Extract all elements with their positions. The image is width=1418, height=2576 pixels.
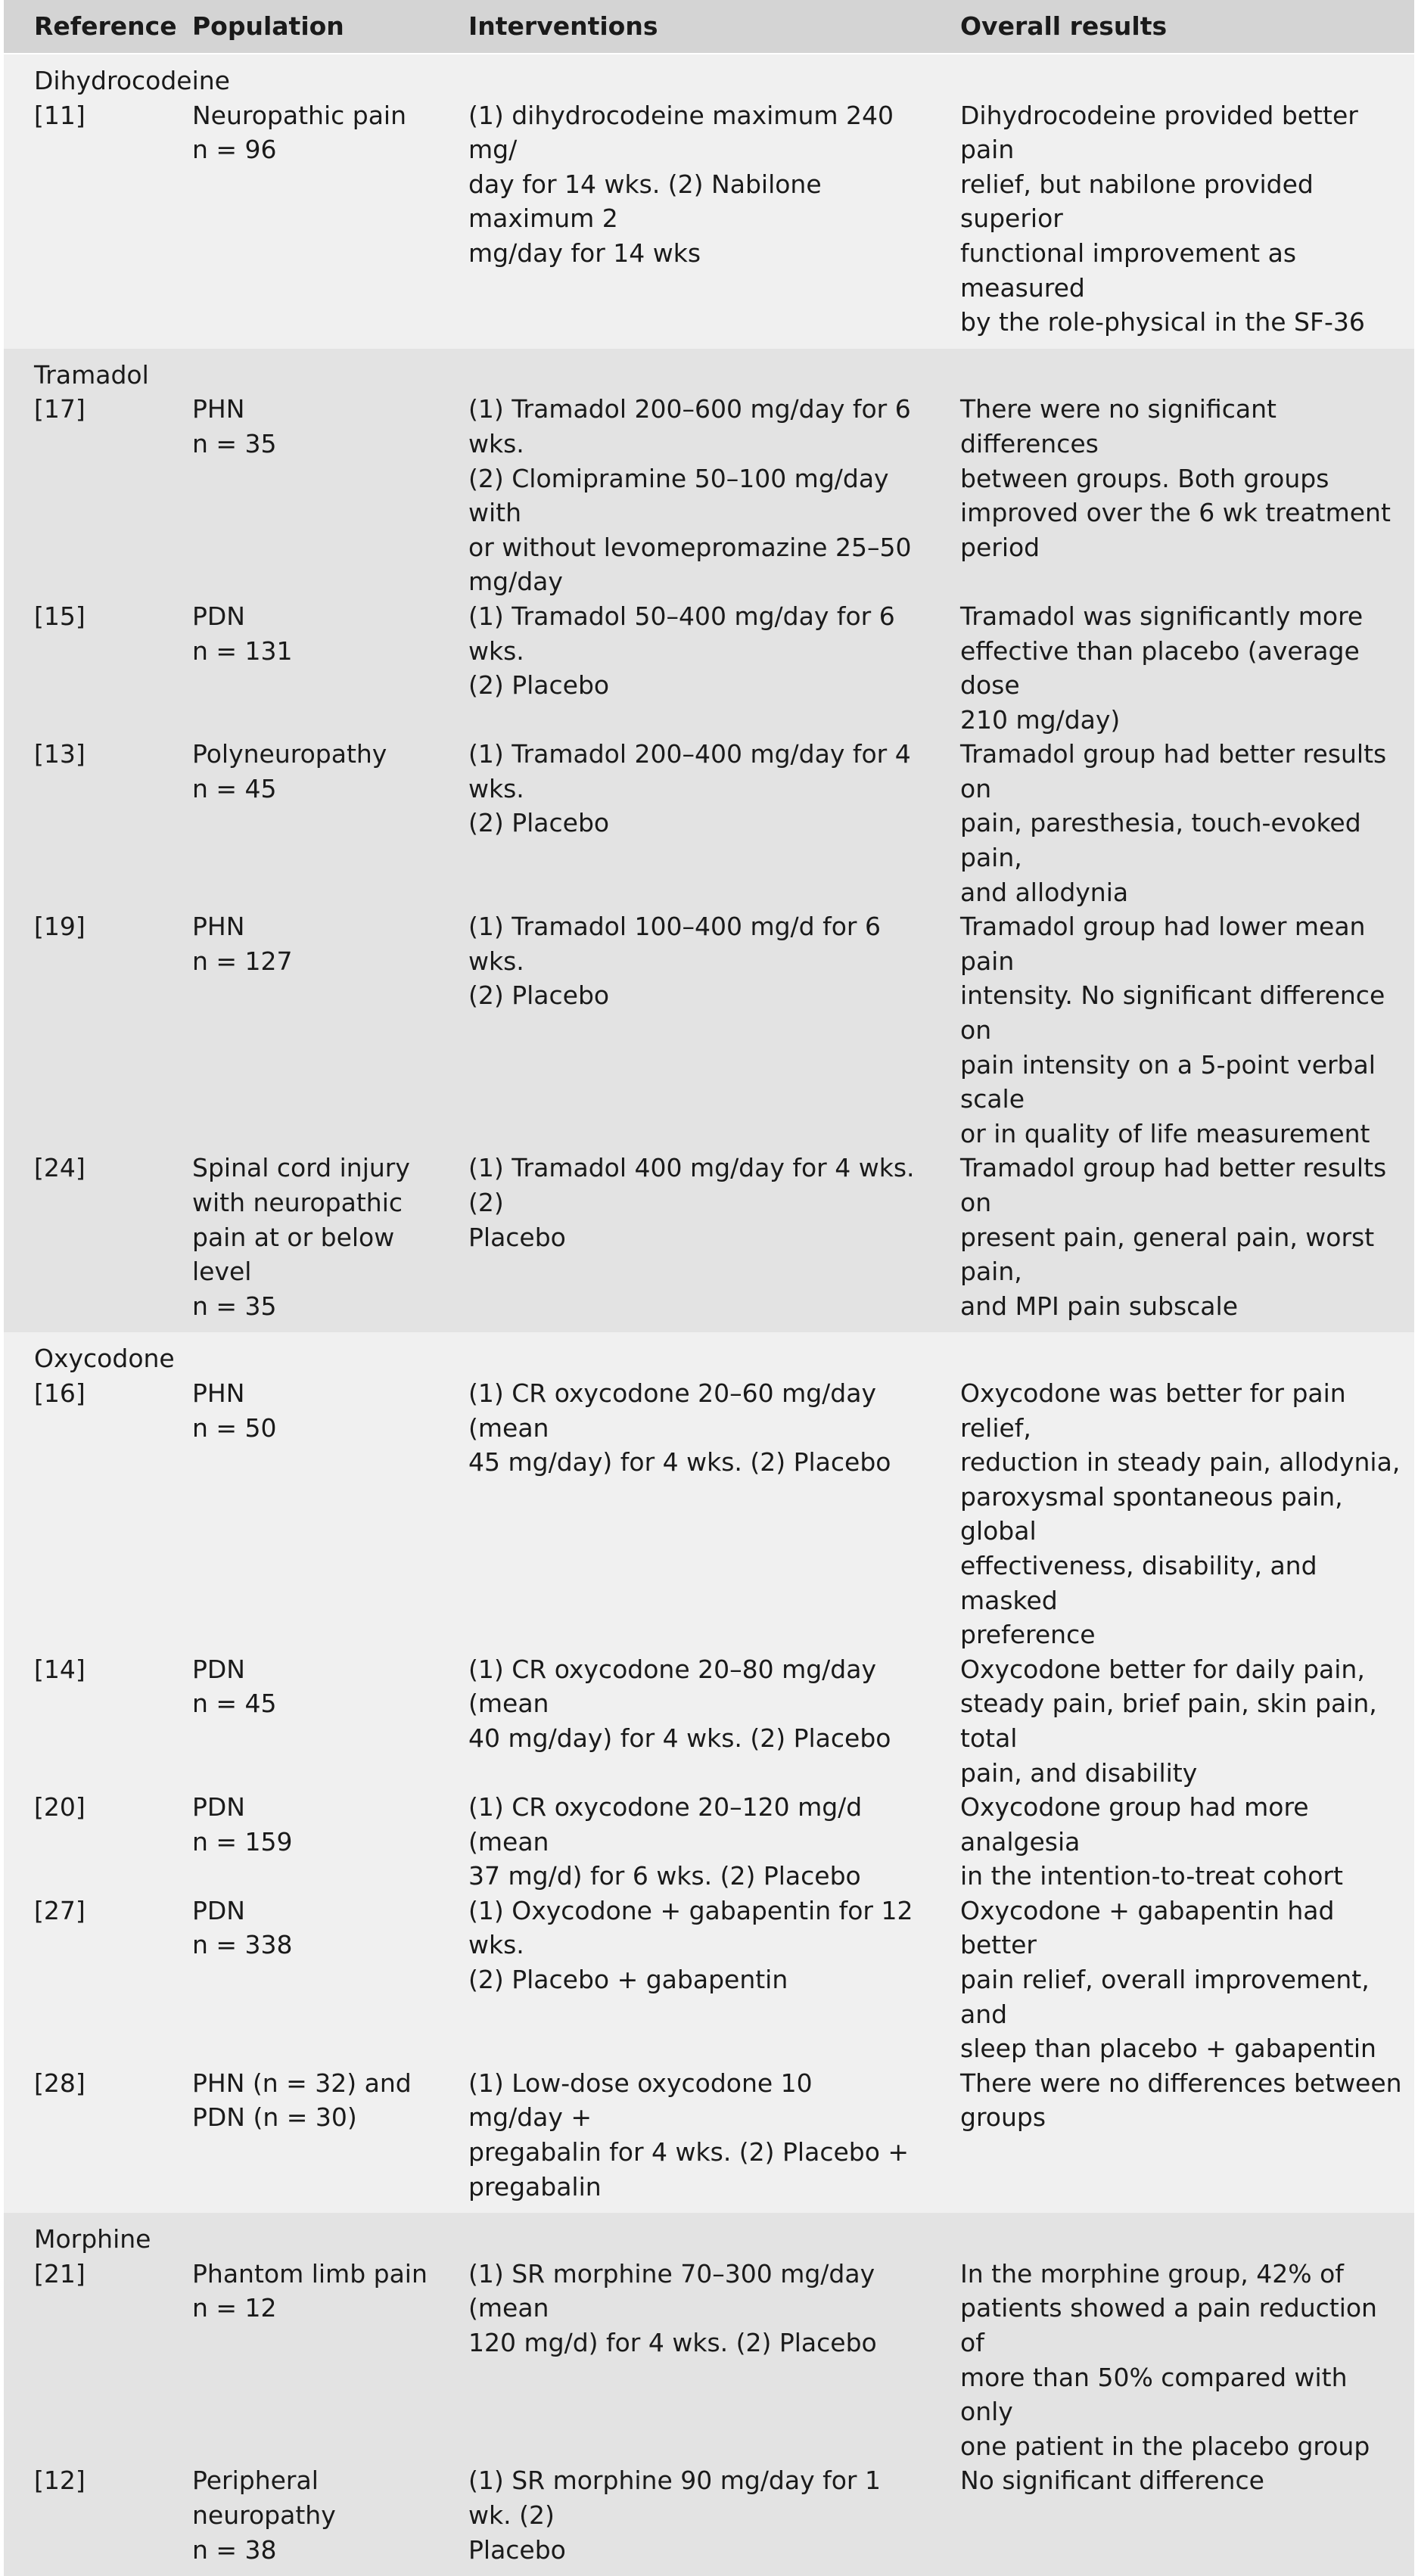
- reference-cell: [27]: [34, 1895, 86, 1925]
- interventions-cell: (1) Tramadol 50–400 mg/day for 6 wks. (2) Placebo: [468, 601, 895, 701]
- results-cell: Tramadol group had better results on present pain, general pain, worst pain, and MPI pain subscale: [960, 1153, 1387, 1321]
- results-cell: Oxycodone group had more analgesia in the intention-to-treat cohort: [960, 1792, 1343, 1891]
- interventions-cell: (1) Tramadol 200–400 mg/day for 4 wks. (2) Placebo: [468, 739, 911, 838]
- table-row: [4, 98, 1414, 349]
- table-row: [4, 2257, 1414, 2464]
- results-cell: There were no differences between groups: [960, 2068, 1402, 2133]
- results-cell: Tramadol was significantly more effective than placebo (average dose 210 mg/day): [960, 601, 1364, 735]
- results-cell: Tramadol group had better results on pain, paresthesia, touch-evoked pain, and allodynia: [960, 739, 1387, 907]
- table-row: [4, 1151, 1414, 1332]
- population-cell: PDN n = 159: [192, 1792, 293, 1857]
- section-morphine: [4, 2213, 1414, 2576]
- section-title: Oxycodone: [34, 1344, 175, 1374]
- table-row: [4, 909, 1414, 1151]
- header-reference: Reference: [4, 0, 162, 54]
- population-cell: PHN n = 127: [192, 912, 293, 976]
- interventions-cell: (1) Tramadol 400 mg/day for 4 wks. (2) Placebo: [468, 1153, 915, 1252]
- table-row: [4, 737, 1414, 909]
- section-title: Dihydrocodeine: [34, 66, 230, 95]
- section-dihydrocodeine: [4, 54, 1414, 349]
- interventions-cell: (1) CR oxycodone 20–120 mg/d (mean 37 mg/d) for 6 wks. (2) Placebo: [468, 1792, 863, 1891]
- table-row: [4, 1652, 1414, 1790]
- interventions-cell: (1) SR morphine 90 mg/day for 1 wk. (2) Placebo: [468, 2466, 881, 2565]
- results-cell: In the morphine group, 42% of patients showed a pain reduction of more than 50% compared with only one patient in the placebo group: [960, 2258, 1377, 2461]
- results-cell: No significant difference: [960, 2466, 1264, 2496]
- header-population: Population: [162, 0, 438, 54]
- reference-cell: [17]: [34, 394, 86, 424]
- population-cell: PHN n = 50: [192, 1378, 277, 1443]
- section-title-row: [4, 349, 1414, 393]
- header-interventions: Interventions: [438, 0, 930, 54]
- results-cell: Oxycodone was better for pain relief, reduction in steady pain, allodynia, paroxysmal spontaneous pain, global effectiveness, disability, and masked preference: [960, 1378, 1401, 1650]
- results-cell: Oxycodone + gabapentin had better pain relief, overall improvement, and sleep than placebo + gabapentin: [960, 1895, 1376, 2064]
- results-cell: Tramadol group had lower mean pain intensity. No significant difference on pain intensity on a 5-point verbal scale or in quality of life measurement: [960, 912, 1385, 1148]
- population-cell: Spinal cord injury with neuropathic pain at or below level n = 35: [192, 1153, 410, 1321]
- population-cell: Polyneuropathy n = 45: [192, 739, 387, 803]
- interventions-cell: (1) Tramadol 200–600 mg/day for 6 wks. (2) Clomipramine 50–100 mg/day with or without levomepromazine 25–50 mg/day: [468, 394, 912, 597]
- population-cell: PDN n = 131: [192, 601, 293, 666]
- reference-cell: [20]: [34, 1792, 86, 1822]
- opioid-trials-table: [4, 0, 1414, 2576]
- population-cell: PHN n = 35: [192, 394, 277, 458]
- reference-cell: [12]: [34, 2466, 86, 2496]
- interventions-cell: (1) dihydrocodeine maximum 240 mg/ day for 14 wks. (2) Nabilone maximum 2 mg/day for 14 wks: [468, 100, 894, 268]
- table-header-row: [4, 0, 1414, 54]
- table-row: [4, 1790, 1414, 1894]
- section-title: Tramadol: [34, 359, 149, 390]
- interventions-cell: (1) Low-dose oxycodone 10 mg/day + pregabalin for 4 wks. (2) Placebo + pregabalin: [468, 2068, 910, 2202]
- section-tramadol: [4, 349, 1414, 1333]
- reference-cell: [13]: [34, 739, 86, 769]
- section-title-row: [4, 1332, 1414, 1376]
- interventions-cell: (1) CR oxycodone 20–80 mg/day (mean 40 mg/day) for 4 wks. (2) Placebo: [468, 1654, 891, 1753]
- population-cell: Phantom limb pain n = 12: [192, 2258, 428, 2323]
- population-cell: PDN n = 338: [192, 1895, 293, 1960]
- table-row: [4, 2463, 1414, 2576]
- reference-cell: [21]: [34, 2258, 86, 2289]
- population-cell: PDN n = 45: [192, 1654, 277, 1719]
- population-cell: Neuropathic pain n = 96: [192, 100, 407, 165]
- population-cell: Peripheral neuropathy n = 38: [192, 2466, 336, 2565]
- results-cell: There were no significant differences between groups. Both groups improved over the 6 wk treatment period: [960, 394, 1391, 562]
- results-cell: Dihydrocodeine provided better pain relief, but nabilone provided superior functional improvement as measured by the role-physical in the SF-36: [960, 100, 1365, 337]
- section-oxycodone: [4, 1332, 1414, 2213]
- interventions-cell: (1) Tramadol 100–400 mg/d for 6 wks. (2) Placebo: [468, 912, 881, 1011]
- reference-cell: [14]: [34, 1654, 86, 1684]
- table-row: [4, 1376, 1414, 1652]
- population-cell: PHN (n = 32) and PDN (n = 30): [192, 2068, 412, 2133]
- table-row: [4, 392, 1414, 599]
- table-row: [4, 1894, 1414, 2066]
- table-row: [4, 2066, 1414, 2213]
- header-overall-results: Overall results: [930, 0, 1414, 54]
- reference-cell: [24]: [34, 1153, 86, 1183]
- interventions-cell: (1) Oxycodone + gabapentin for 12 wks. (2) Placebo + gabapentin: [468, 1895, 913, 1995]
- section-title-row: [4, 54, 1414, 98]
- reference-cell: [28]: [34, 2068, 86, 2098]
- reference-cell: [11]: [34, 100, 86, 130]
- results-cell: Oxycodone better for daily pain, steady pain, brief pain, skin pain, total pain, and disability: [960, 1654, 1377, 1788]
- reference-cell: [19]: [34, 912, 86, 942]
- reference-cell: [15]: [34, 601, 86, 631]
- section-title: Morphine: [34, 2224, 151, 2254]
- section-title-row: [4, 2213, 1414, 2257]
- interventions-cell: (1) SR morphine 70–300 mg/day (mean 120 mg/d) for 4 wks. (2) Placebo: [468, 2258, 877, 2357]
- interventions-cell: (1) CR oxycodone 20–60 mg/day (mean 45 mg/day) for 4 wks. (2) Placebo: [468, 1378, 891, 1478]
- reference-cell: [16]: [34, 1378, 86, 1408]
- table-row: [4, 599, 1414, 737]
